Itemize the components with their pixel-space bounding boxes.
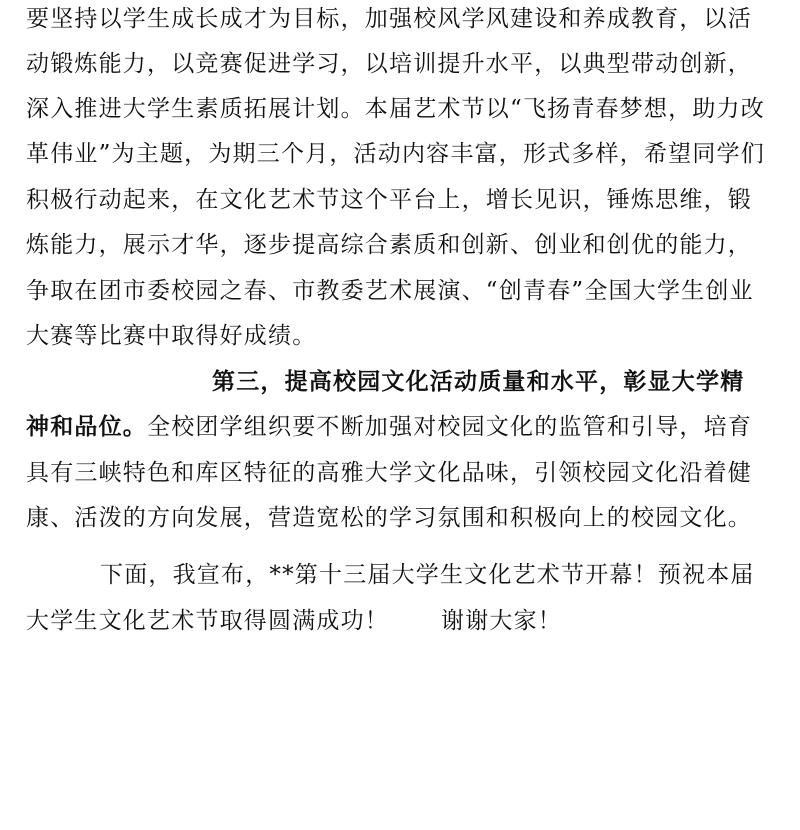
- paragraph-line: [26, 412, 752, 442]
- paragraph-line: 积极行动起来，在文化艺术节这个平台上，增长见识，锤炼思维，锻: [26, 187, 752, 213]
- paragraph-text: 全校团学组织要不断加强对校园文化的监管和引导，培育: [147, 414, 752, 440]
- closing-line: 下面，我宣布，**第十三届大学生文化艺术节开幕！预祝本届: [100, 562, 755, 588]
- paragraph-line: 革伟业”为主题，为期三个月，活动内容丰富，形式多样，希望同学们: [26, 141, 765, 167]
- paragraph-line: 争取在团市委校园之春、市教委艺术展演、“创青春”全国大学生创业: [26, 278, 754, 304]
- thanks-text: 谢谢大家！: [441, 608, 562, 634]
- closing-line: [26, 606, 562, 636]
- paragraph-line: 动锻炼能力，以竞赛促进学习，以培训提升水平，以典型带动创新，: [26, 51, 752, 77]
- paragraph-line: 大赛等比赛中取得好成绩。: [26, 323, 317, 349]
- closing-text: 大学生文化艺术节取得圆满成功！: [26, 608, 389, 634]
- paragraph-line: 康、活泼的方向发展，营造宽松的学习氛围和积极向上的校园文化。: [26, 505, 752, 531]
- paragraph-line: 炼能力，展示才华，逐步提高综合素质和创新、创业和创优的能力，: [26, 232, 752, 258]
- paragraph-line: 要坚持以学生成长成才为目标，加强校风学风建设和养成教育，以活: [26, 6, 752, 32]
- section-heading-continued: 神和品位。: [26, 414, 147, 440]
- paragraph-line: 深入推进大学生素质拓展计划。本届艺术节以“飞扬青春梦想，助力改: [26, 96, 765, 122]
- section-heading: 第三，提高校园文化活动质量和水平，彰显大学精: [212, 369, 745, 395]
- paragraph-line: 具有三峡特色和库区特征的高雅大学文化品味，引领校园文化沿着健: [26, 460, 752, 486]
